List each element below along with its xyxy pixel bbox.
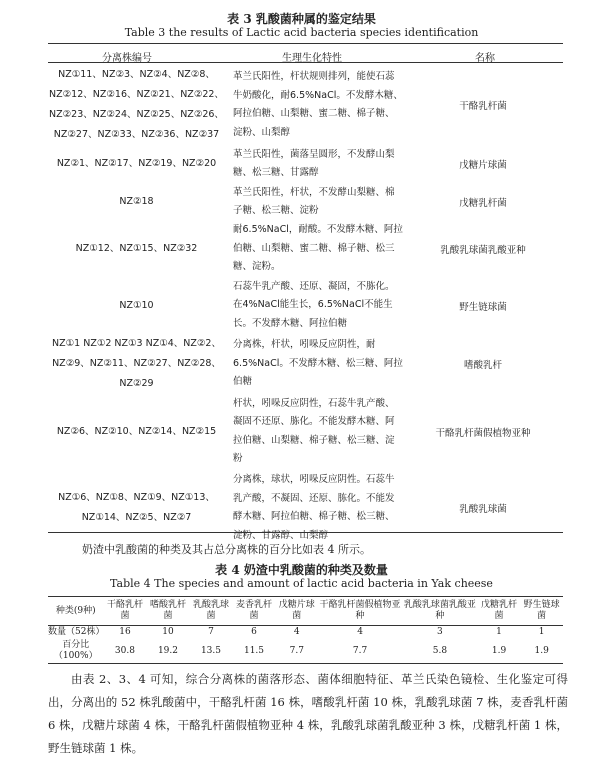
table4-species-header: 干酪乳杆菌假植物亚种 — [318, 597, 402, 626]
table3-header-name: 名称 — [475, 53, 495, 64]
species-name: 嗜酸乳杆 — [463, 360, 502, 371]
table4-count-row — [48, 626, 563, 640]
species-name: 野生链球菌 — [459, 301, 507, 313]
table4-percent-cell: 30.8 — [103, 639, 146, 664]
table4-percent-cell: 5.8 — [402, 639, 478, 664]
isolate-ids: NZ①1 NZ①2 NZ①3 NZ①4、NZ②2、 NZ②9、NZ②11、NZ②27、NZ②28、 NZ②29 — [52, 338, 221, 389]
table4-count-cell: 4 — [357, 627, 363, 637]
isolate-ids: NZ②6、NZ②10、NZ②14、NZ②15 — [56, 425, 217, 437]
table4-species-header: 麦香乳杆菌 — [232, 597, 275, 626]
table4-species-header: 野生链球菌 — [520, 597, 563, 626]
table4-percent-cell: 1.9 — [520, 639, 563, 664]
table4-percent-row — [48, 639, 563, 664]
table3-bottom-rule — [48, 532, 563, 533]
table3-header-ids: 分离株编号 — [102, 53, 152, 64]
table3-row — [48, 334, 563, 394]
isolate-ids: NZ①10 — [119, 299, 154, 311]
table4-title-en: Table 4 The species and amount of lactic acid bacteria in Yak cheese — [110, 577, 493, 590]
table4-header-row — [48, 597, 563, 626]
species-name: 戊糖乳杆菌 — [459, 198, 507, 209]
table3-row — [48, 65, 563, 145]
table3-title-en: Table 3 the results of Lactic acid bacteria species identification — [124, 26, 479, 39]
table4-count-cell: 1 — [496, 627, 502, 637]
table4-percent-cell: 11.5 — [232, 639, 275, 664]
traits: 分离株，杆状，吲哚反应阴性，耐 6.5%NaCl。不发酵木糖、松三糖、阿拉 伯糖 — [233, 339, 403, 388]
table4-count-cell: 1 — [538, 627, 545, 637]
table3-row — [48, 469, 563, 547]
isolate-ids: NZ②18 — [119, 196, 154, 207]
table3-top-rule — [48, 43, 563, 44]
species-name: 干酪乳杆菌 — [459, 101, 507, 112]
table4-count-cell: 16 — [119, 627, 131, 637]
traits: 革兰氏阳性，杆状，不发酵山梨糖、棉 子糖、松三糖、淀粉 — [233, 186, 395, 216]
table3-row — [48, 394, 563, 469]
table4-species-header: 乳酸乳球菌乳酸亚种 — [402, 597, 478, 626]
table4-species-header: 乳酸乳球菌 — [189, 597, 232, 626]
table4-percent-cell: 7.7 — [318, 639, 402, 664]
table4-percent-cell: 1.9 — [478, 639, 521, 664]
table4-percent-cell: 19.2 — [146, 639, 189, 664]
table3-row — [48, 183, 563, 221]
isolate-ids: NZ②1、NZ②17、NZ②19、NZ②20 — [56, 158, 217, 169]
species-name: 干酪乳杆菌假植物亚种 — [435, 427, 531, 439]
table4-count-cell: 10 — [162, 627, 174, 637]
table4-count-cell: 6 — [251, 627, 257, 637]
table4-title-cn: 表 4 奶渣中乳酸菌的种类及数量 — [215, 563, 388, 577]
table4-species-header: 戊糖片球菌 — [276, 597, 319, 626]
isolate-ids: NZ①12、NZ①15、NZ②32 — [75, 243, 198, 254]
table3-row — [48, 221, 563, 277]
table4-percent-cell: 7.7 — [276, 639, 319, 664]
table4-species-header: 嗜酸乳杆菌 — [146, 597, 189, 626]
table3 — [48, 65, 563, 547]
body-paragraph: 由表 2、3、4 可知，综合分离株的菌落形态、菌体细胞特征、革兰氏染色镜检、生化鉴定可得出，分离出的 52 株乳酸菌中，干酪乳杆菌 16 株，嗜酸乳杆菌 10 株，乳酸乳球菌 7 株，麦香乳杆菌 6 株，戊糖片球菌 4 株，干酪乳杆菌假植物亚种 4 株，乳酸乳球菌乳酸亚种 3 株，戊糖乳杆菌 1 株，野生链球菌 1 株。 — [48, 672, 568, 755]
traits: 耐6.5%NaCl，耐酸。不发酵木糖、阿拉 伯糖、山梨糖、蜜二糖、棉子糖、松三 糖、淀粉。 — [233, 224, 403, 273]
table4-species-header: 戊糖乳杆菌 — [478, 597, 521, 626]
traits: 石蕊牛乳产酸、还原、凝固，不胨化。 在4%NaCl能生长，6.5%NaCl不能生 长。不发酵木糖、阿拉伯糖 — [233, 280, 395, 329]
table4-percent-label: 百分比 （100%） — [48, 639, 103, 664]
traits: 革兰氏阳性，菌落呈圆形，不发酵山梨 糖、松三糖、甘露醇 — [233, 148, 395, 178]
table3-header-rule — [48, 62, 563, 63]
traits: 革兰氏阳性，杆状规则排列，能使石蕊 牛奶酸化，耐6.5%NaCl。不发酵木糖、 阿拉伯糖、山梨糖、蜜二糖、棉子糖、 淀粉、山梨醇 — [233, 71, 403, 138]
table4-count-cell: 7 — [208, 627, 214, 637]
table3-row — [48, 145, 563, 183]
table4-species-header: 干酪乳杆菌 — [103, 597, 146, 626]
table3-header-traits: 生理生化特性 — [282, 53, 342, 64]
table3-title-cn: 表 3 乳酸菌种属的鉴定结果 — [227, 12, 376, 26]
traits: 分离株，球状，吲哚反应阴性。石蕊牛 乳产酸，不凝固、还原、胨化。不能发 酵木糖、阿拉伯糖、棉子糖、松三糖、 淀粉、甘露醇、山梨醇 — [233, 474, 395, 541]
table3-row — [48, 277, 563, 334]
table4-count-cell: 3 — [437, 627, 443, 637]
table4-head-label: 种类(9种) — [48, 597, 103, 626]
species-name: 戊糖片球菌 — [459, 160, 507, 171]
traits: 杆状，吲哚反应阴性，石蕊牛乳产酸、 凝固不还原、胨化。不能发酵木糖、阿 拉伯糖、山梨糖、棉子糖、松三糖、淀 粉 — [233, 397, 395, 464]
species-name: 乳酸乳球菌 — [459, 504, 507, 515]
table4-count-label: 数量（52株） — [48, 627, 105, 637]
isolate-ids: NZ①11、NZ②3、NZ②4、NZ②8、 NZ②12、NZ②16、NZ②21、NZ②22、 NZ②23、NZ②24、NZ②25、NZ②26、 NZ②27、NZ②33、NZ②36、NZ②37 — [49, 69, 224, 140]
table4 — [48, 596, 563, 664]
table4-percent-cell: 13.5 — [189, 639, 232, 664]
isolate-ids: NZ①6、NZ①8、NZ①9、NZ①13、 NZ①14、NZ②5、NZ②7 — [58, 492, 215, 523]
table4-count-cell: 4 — [293, 627, 300, 637]
intro-paragraph: 奶渣中乳酸菌的种类及其占总分离株的百分比如表 4 所示。 — [82, 543, 371, 556]
species-name: 乳酸乳球菌乳酸亚种 — [440, 245, 526, 256]
